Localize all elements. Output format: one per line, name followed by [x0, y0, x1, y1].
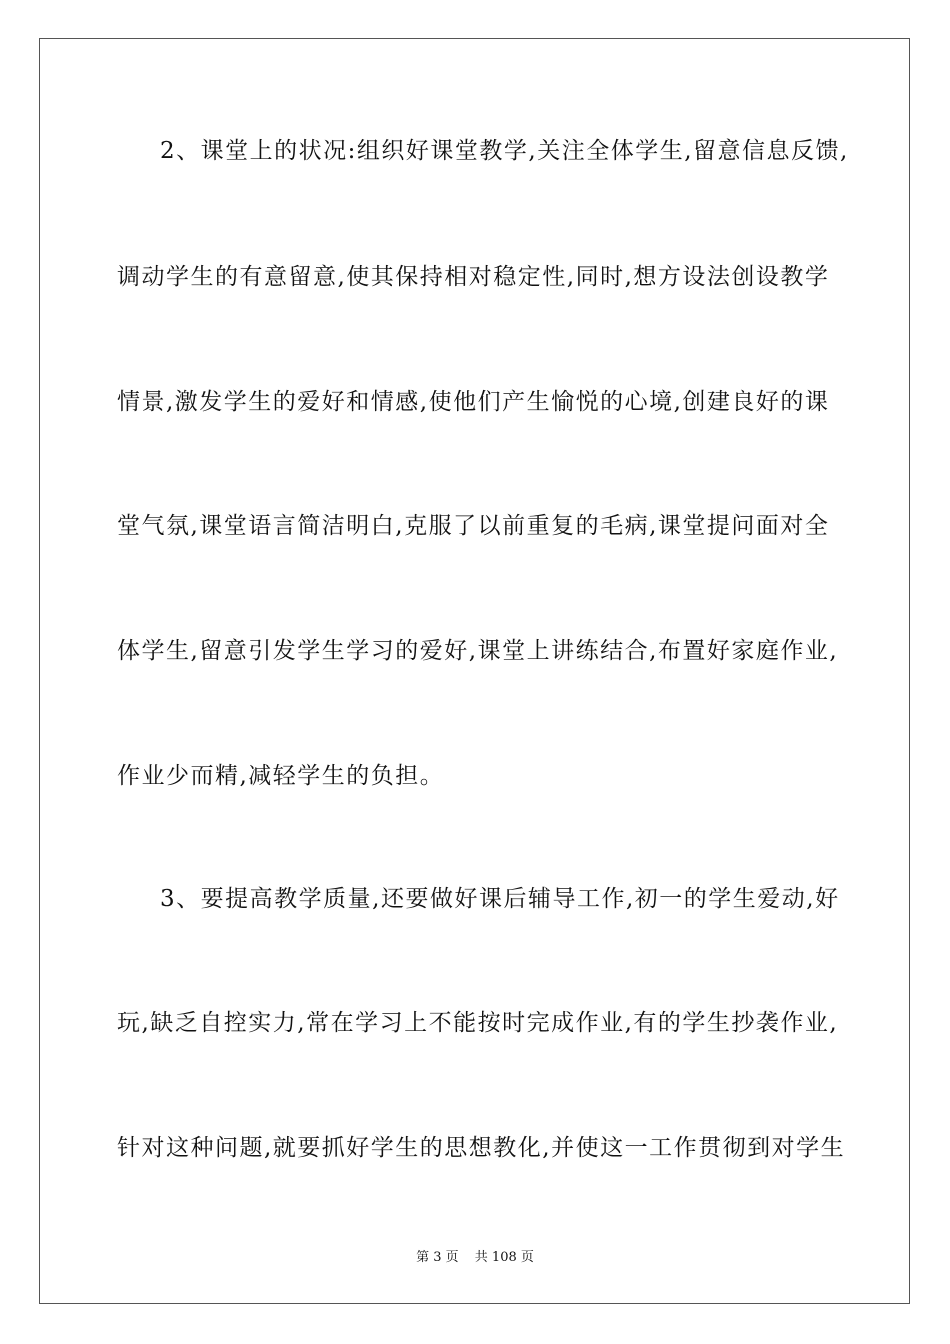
paragraph-line: 2、课堂上的状况:组织好课堂教学,关注全体学生,留意信息反馈, — [160, 138, 849, 164]
paragraph-line: 针对这种问题,就要抓好学生的思想教化,并使这一工作贯彻到对学生 — [117, 1135, 846, 1161]
paragraph-line: 玩,缺乏自控实力,常在学习上不能按时完成作业,有的学生抄袭作业, — [117, 1010, 839, 1036]
paragraph-line: 作业少而精,减轻学生的负担。 — [117, 763, 445, 789]
paragraph-line: 3、要提高教学质量,还要做好课后辅导工作,初一的学生爱动,好 — [160, 886, 840, 912]
page-total: 共 108 页 — [474, 1250, 534, 1265]
page-footer — [0, 1249, 950, 1267]
paragraph-line: 调动学生的有意留意,使其保持相对稳定性,同时,想方设法创设教学 — [117, 264, 830, 290]
paragraph-line: 体学生,留意引发学生学习的爱好,课堂上讲练结合,布置好家庭作业, — [117, 638, 839, 664]
paragraph-line: 情景,激发学生的爱好和情感,使他们产生愉悦的心境,创建良好的课 — [117, 389, 830, 415]
paragraph-line: 堂气氛,课堂语言简洁明白,克服了以前重复的毛病,课堂提问面对全 — [117, 513, 830, 539]
page-frame — [39, 38, 910, 1304]
page-number: 第 3 页 — [416, 1250, 459, 1265]
